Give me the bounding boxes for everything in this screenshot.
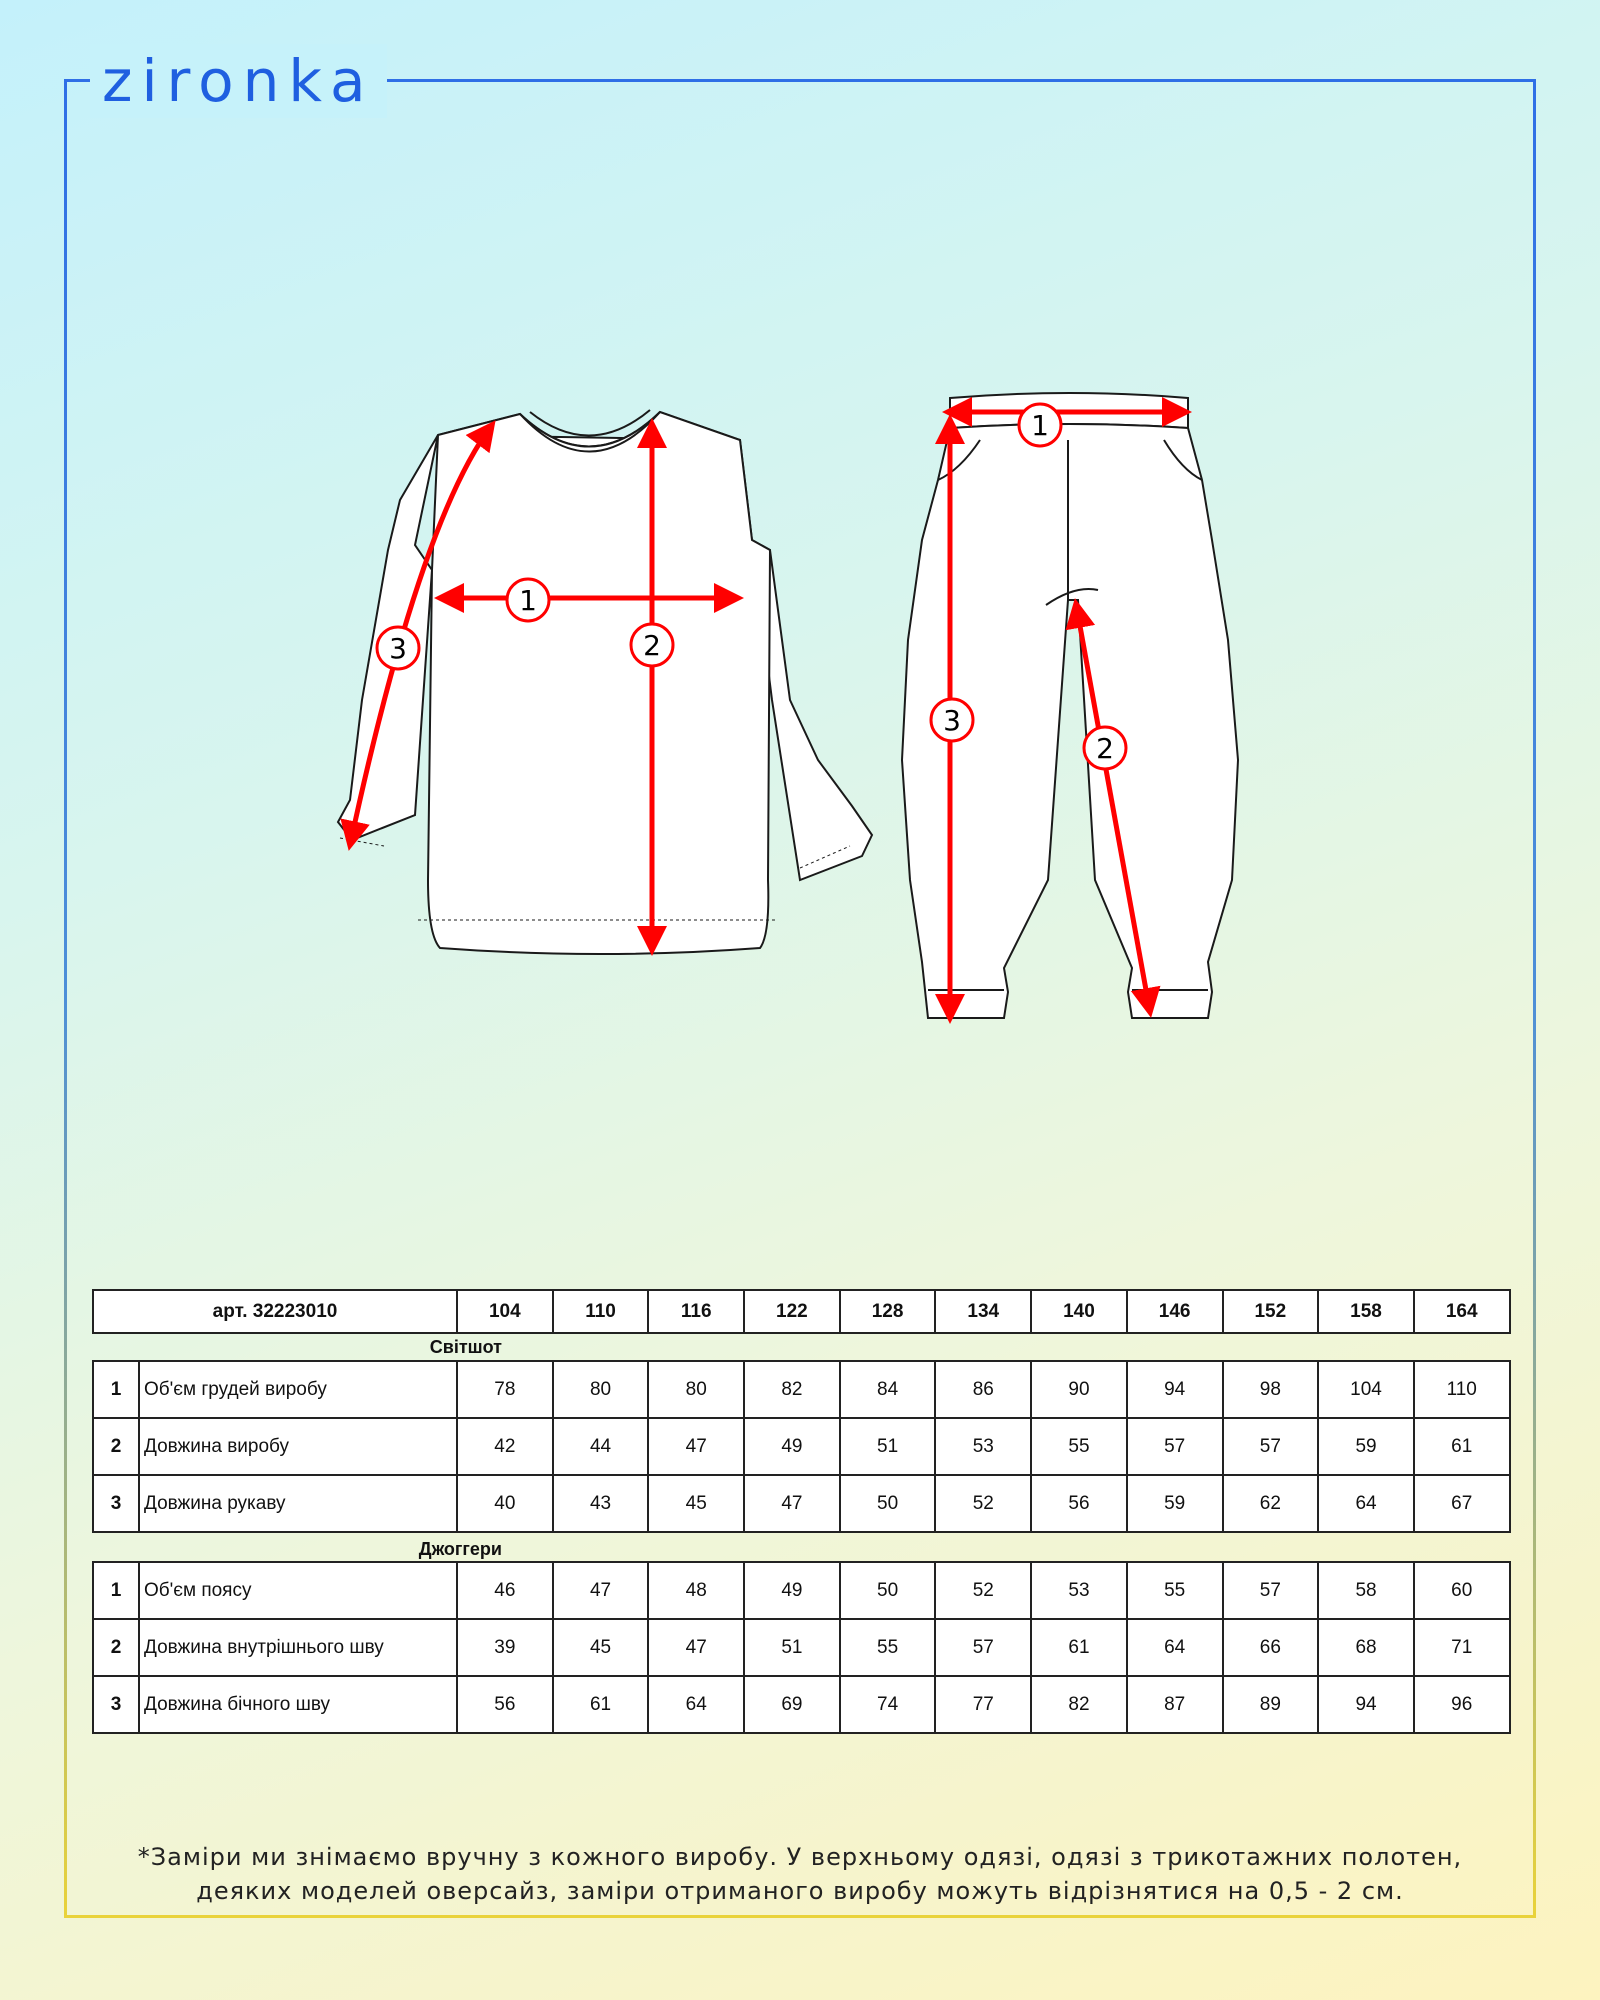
measurement-value-cell: 78 bbox=[457, 1361, 553, 1418]
article-cell: арт. 32223010 bbox=[93, 1290, 457, 1333]
section-title-joggers: Джоггери bbox=[418, 1539, 502, 1559]
measurement-value-cell: 64 bbox=[648, 1676, 744, 1733]
measurement-value-cell: 56 bbox=[1031, 1475, 1127, 1532]
measurement-value-cell: 69 bbox=[744, 1676, 840, 1733]
measurement-value-cell: 48 bbox=[648, 1562, 744, 1619]
measurement-label-cell: Довжина бічного шву bbox=[139, 1676, 457, 1733]
row-number-cell: 2 bbox=[93, 1418, 139, 1475]
size-cell: 110 bbox=[553, 1290, 649, 1333]
measurement-value-cell: 39 bbox=[457, 1619, 553, 1676]
measurement-value-cell: 57 bbox=[1223, 1562, 1319, 1619]
row-number-cell: 3 bbox=[93, 1676, 139, 1733]
measurement-value-cell: 60 bbox=[1414, 1562, 1510, 1619]
measurement-value-cell: 59 bbox=[1318, 1418, 1414, 1475]
table-row bbox=[93, 1619, 1510, 1676]
sweatshirt-drawing bbox=[338, 410, 872, 954]
measurement-label-cell: Об'єм грудей виробу bbox=[139, 1361, 457, 1418]
section-title-sweatshirt: Світшот bbox=[429, 1337, 502, 1357]
measurement-value-cell: 44 bbox=[553, 1418, 649, 1475]
measurement-value-cell: 61 bbox=[553, 1676, 649, 1733]
measurement-value-cell: 51 bbox=[744, 1619, 840, 1676]
sweatshirt-marker-3: 3 bbox=[389, 632, 407, 665]
measurement-value-cell: 71 bbox=[1414, 1619, 1510, 1676]
measurement-value-cell: 61 bbox=[1031, 1619, 1127, 1676]
measurement-value-cell: 52 bbox=[935, 1475, 1031, 1532]
measurement-value-cell: 50 bbox=[840, 1475, 936, 1532]
measurement-value-cell: 77 bbox=[935, 1676, 1031, 1733]
table-row bbox=[93, 1418, 1510, 1475]
measurement-value-cell: 110 bbox=[1414, 1361, 1510, 1418]
table-row bbox=[93, 1676, 1510, 1733]
table-row bbox=[93, 1562, 1510, 1619]
measurement-value-cell: 67 bbox=[1414, 1475, 1510, 1532]
measurement-value-cell: 80 bbox=[648, 1361, 744, 1418]
size-cell: 164 bbox=[1414, 1290, 1510, 1333]
measurement-value-cell: 45 bbox=[648, 1475, 744, 1532]
measurement-value-cell: 49 bbox=[744, 1562, 840, 1619]
measurement-value-cell: 40 bbox=[457, 1475, 553, 1532]
brand-logo: zironka bbox=[90, 44, 387, 118]
measurement-value-cell: 90 bbox=[1031, 1361, 1127, 1418]
measurement-value-cell: 50 bbox=[840, 1562, 936, 1619]
measurement-value-cell: 59 bbox=[1127, 1475, 1223, 1532]
measurement-value-cell: 89 bbox=[1223, 1676, 1319, 1733]
measurement-value-cell: 57 bbox=[1127, 1418, 1223, 1475]
measurement-value-cell: 55 bbox=[1031, 1418, 1127, 1475]
size-cell: 134 bbox=[935, 1290, 1031, 1333]
measurement-value-cell: 56 bbox=[457, 1676, 553, 1733]
measurement-value-cell: 52 bbox=[935, 1562, 1031, 1619]
footnote-line-1: *Заміри ми знімаємо вручну з кожного виробу. У верхньому одязі, одязі з трикотажних полотен, bbox=[137, 1843, 1463, 1871]
measurement-value-cell: 53 bbox=[1031, 1562, 1127, 1619]
measurement-value-cell: 94 bbox=[1127, 1361, 1223, 1418]
sweatshirt-marker-1: 1 bbox=[519, 584, 537, 617]
measurement-value-cell: 80 bbox=[553, 1361, 649, 1418]
joggers-marker-1: 1 bbox=[1031, 409, 1049, 442]
measurement-value-cell: 61 bbox=[1414, 1418, 1510, 1475]
row-number-cell: 1 bbox=[93, 1361, 139, 1418]
table-row bbox=[93, 1361, 1510, 1418]
measurement-value-cell: 86 bbox=[935, 1361, 1031, 1418]
size-cell: 122 bbox=[744, 1290, 840, 1333]
size-cell: 158 bbox=[1318, 1290, 1414, 1333]
size-cell: 146 bbox=[1127, 1290, 1223, 1333]
footnote-line-2: деяких моделей оверсайз, заміри отриманого виробу можуть відрізнятися на 0,5 - 2 см. bbox=[196, 1877, 1404, 1905]
size-cell: 104 bbox=[457, 1290, 553, 1333]
measurement-value-cell: 64 bbox=[1318, 1475, 1414, 1532]
measurement-value-cell: 82 bbox=[1031, 1676, 1127, 1733]
row-number-cell: 3 bbox=[93, 1475, 139, 1532]
measurement-value-cell: 43 bbox=[553, 1475, 649, 1532]
measurement-label-cell: Об'єм поясу bbox=[139, 1562, 457, 1619]
measurement-value-cell: 49 bbox=[744, 1418, 840, 1475]
measurement-value-cell: 47 bbox=[553, 1562, 649, 1619]
measurement-value-cell: 53 bbox=[935, 1418, 1031, 1475]
measurement-value-cell: 84 bbox=[840, 1361, 936, 1418]
measurement-value-cell: 55 bbox=[840, 1619, 936, 1676]
size-cell: 128 bbox=[840, 1290, 936, 1333]
joggers-table bbox=[92, 1561, 1511, 1734]
measurement-value-cell: 42 bbox=[457, 1418, 553, 1475]
measurement-label-cell: Довжина виробу bbox=[139, 1418, 457, 1475]
measurement-value-cell: 58 bbox=[1318, 1562, 1414, 1619]
measurement-value-cell: 94 bbox=[1318, 1676, 1414, 1733]
measurement-value-cell: 66 bbox=[1223, 1619, 1319, 1676]
measurement-value-cell: 47 bbox=[744, 1475, 840, 1532]
row-number-cell: 2 bbox=[93, 1619, 139, 1676]
measurement-value-cell: 57 bbox=[935, 1619, 1031, 1676]
measurement-value-cell: 57 bbox=[1223, 1418, 1319, 1475]
measurement-value-cell: 62 bbox=[1223, 1475, 1319, 1532]
measurement-value-cell: 46 bbox=[457, 1562, 553, 1619]
size-cell: 152 bbox=[1223, 1290, 1319, 1333]
size-cell: 116 bbox=[648, 1290, 744, 1333]
row-number-cell: 1 bbox=[93, 1562, 139, 1619]
size-header-row bbox=[93, 1290, 1510, 1333]
size-cell: 140 bbox=[1031, 1290, 1127, 1333]
measurement-value-cell: 74 bbox=[840, 1676, 936, 1733]
table-row bbox=[93, 1475, 1510, 1532]
measurement-value-cell: 104 bbox=[1318, 1361, 1414, 1418]
joggers-marker-2: 2 bbox=[1096, 732, 1114, 765]
measurement-label-cell: Довжина рукаву bbox=[139, 1475, 457, 1532]
measurement-value-cell: 98 bbox=[1223, 1361, 1319, 1418]
measurement-value-cell: 64 bbox=[1127, 1619, 1223, 1676]
measurement-value-cell: 68 bbox=[1318, 1619, 1414, 1676]
size-header-table bbox=[92, 1289, 1511, 1334]
measurement-value-cell: 55 bbox=[1127, 1562, 1223, 1619]
measurement-value-cell: 82 bbox=[744, 1361, 840, 1418]
measurement-value-cell: 87 bbox=[1127, 1676, 1223, 1733]
measurement-label-cell: Довжина внутрішнього шву bbox=[139, 1619, 457, 1676]
measurement-value-cell: 47 bbox=[648, 1418, 744, 1475]
sweatshirt-table bbox=[92, 1360, 1511, 1533]
measurement-value-cell: 96 bbox=[1414, 1676, 1510, 1733]
footnote bbox=[70, 1840, 1530, 1908]
measurement-value-cell: 51 bbox=[840, 1418, 936, 1475]
joggers-marker-3: 3 bbox=[943, 704, 961, 737]
measurement-value-cell: 47 bbox=[648, 1619, 744, 1676]
measurement-value-cell: 45 bbox=[553, 1619, 649, 1676]
sweatshirt-marker-2: 2 bbox=[643, 629, 661, 662]
